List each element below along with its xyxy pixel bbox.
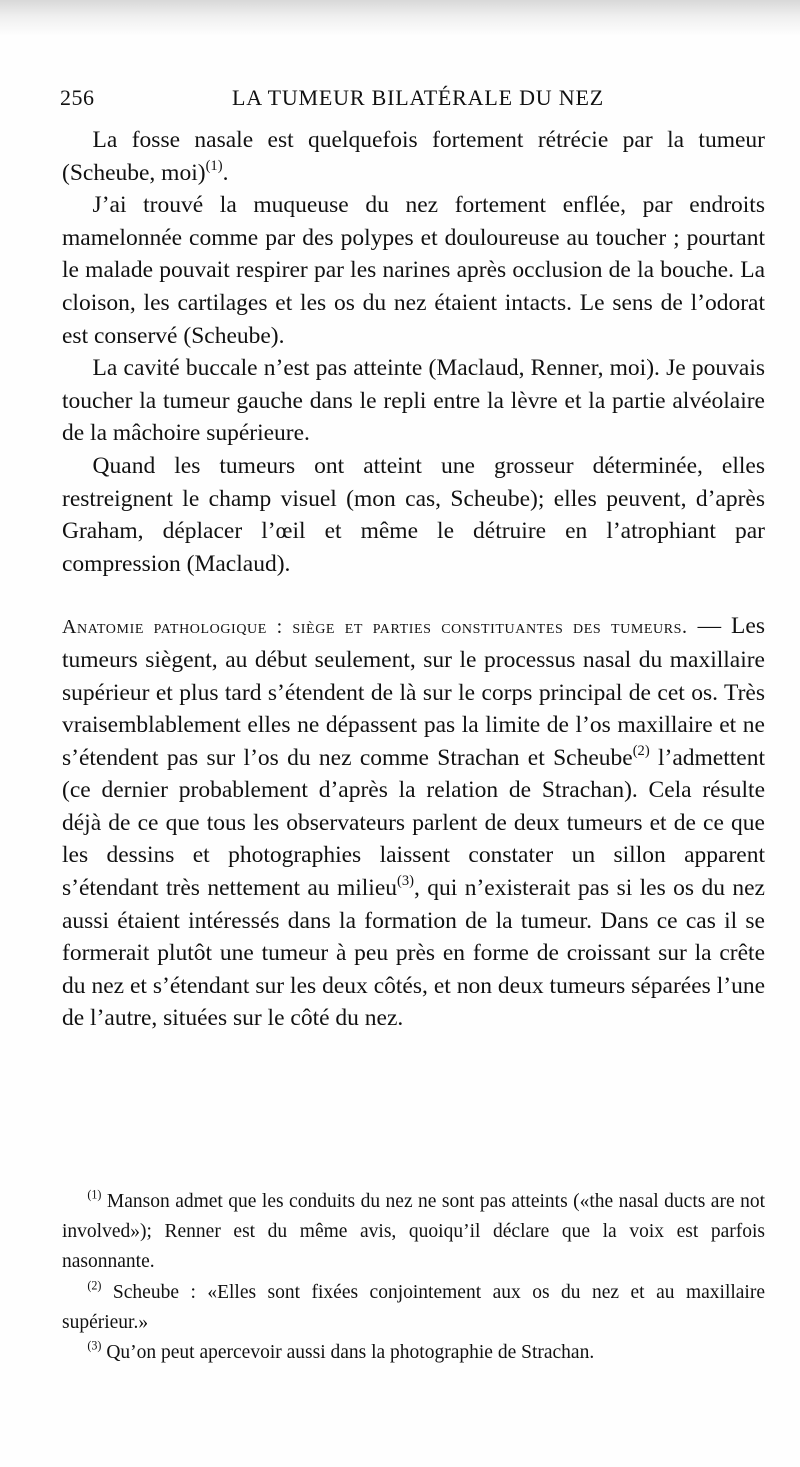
- footnote-marker-2: (2): [87, 1278, 102, 1293]
- paragraph-1-end: .: [222, 159, 229, 186]
- footnote-ref-3: (3): [397, 872, 414, 889]
- paragraph-4: Quand les tumeurs ont atteint une grosseur déterminée, elles restreignent le champ visuel (mon cas, Scheube); elles peuvent, d’après Graham, déplacer l’œil et même le détruire en l’atrophiant par compression (Maclaud).: [62, 452, 765, 577]
- section-text-1: — Les tumeurs siègent, au début seulement, sur le processus nasal du maxillaire supérieur et plus tard s’étendent de là sur le corps principal de cet os. Très vraisemblablement elles ne dépassent pas la limite de l’os maxillaire et ne s’étendent pas sur l’os du nez comme Strachan et Scheube: [62, 613, 765, 771]
- page-header: [60, 80, 760, 120]
- section-title: Anatomie pathologique : siège et parties constituantes des tumeurs.: [62, 616, 688, 639]
- footnotes: [62, 1187, 765, 1368]
- paragraph-1-text: La fosse nasale est quelquefois fortement rétrécie par la tumeur (Scheube, moi): [62, 127, 765, 186]
- section-text-3: , qui n’existerait pas si les os du nez aussi étaient intéressés dans la formation de la tumeur. Dans ce cas il se formerait plutôt une tumeur à peu près en forme de croissant sur la crête du nez et s’étendant sur les deux côtés, et non deux tumeurs séparées l’une de l’autre, situées sur le côté du nez.: [62, 875, 765, 1032]
- footnote-3-text: Qu’on peut apercevoir aussi dans la photographie de Strachan.: [101, 1342, 595, 1364]
- footnote-1-text: Manson admet que les conduits du nez ne sont pas atteints («the nasal ducts are not involved»); Renner est du même avis, quoiqu’il déclare que la voix est parfois nasonnante.: [62, 1191, 765, 1273]
- footnote-3: [62, 1338, 765, 1368]
- section-paragraph: [62, 610, 765, 1035]
- footnote-ref-1: (1): [205, 157, 223, 174]
- paragraph-1: [62, 124, 765, 189]
- footnote-2-text: Scheube : «Elles sont fixées conjointement aux os du nez et au maxillaire supérieur.»: [62, 1281, 765, 1333]
- footnote-marker-3: (3): [87, 1338, 102, 1353]
- section-text-2: l’admettent (ce dernier probablement d’après la relation de Strachan). Cela résulte déjà de ce que tous les observateurs parlent de deux tumeurs et de ce que les dessins et photographies laissent constater un sillon apparent s’étendant très nettement au milieu: [62, 744, 766, 902]
- page-number: 256: [60, 85, 95, 110]
- footnote-1: [62, 1187, 765, 1278]
- paragraph-2: J’ai trouvé la muqueuse du nez fortement enflée, par endroits mamelonnée comme par des polypes et douloureuse au toucher ; pourtant le malade pouvait respirer par les narines après occlusion de la bouche. La cloison, les cartilages et les os du nez étaient intacts. Le sens de l’odorat est conservé (Scheube).: [62, 192, 765, 349]
- body-text: [62, 124, 765, 1035]
- running-title: LA TUMEUR BILATÉRALE DU NEZ: [232, 85, 604, 110]
- footnote-ref-2: (2): [632, 742, 650, 759]
- scan-top-edge: [0, 0, 800, 36]
- paragraph-3: La cavité buccale n’est pas atteinte (Maclaud, Renner, moi). Je pouvais toucher la tumeur gauche dans le repli entre la lèvre et la partie alvéolaire de la mâchoire supérieure.: [62, 355, 765, 447]
- footnote-marker-1: (1): [87, 1187, 102, 1202]
- footnote-2: [62, 1278, 765, 1338]
